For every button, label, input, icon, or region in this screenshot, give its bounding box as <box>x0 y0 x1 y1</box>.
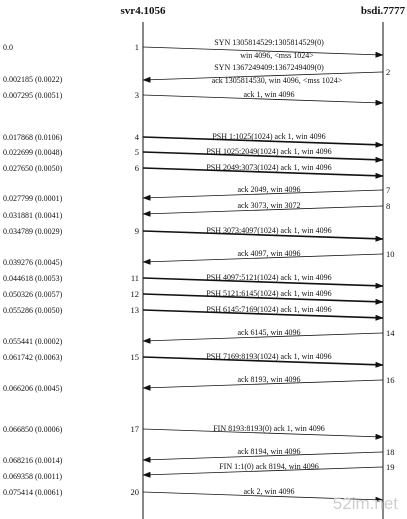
timestamp-label: 0.075414 (0.0061) <box>3 488 63 497</box>
segment-number: 18 <box>386 447 395 457</box>
segment-number: 16 <box>386 375 395 385</box>
timestamp-label: 0.055441 (0.0002) <box>3 337 63 346</box>
segment-number: 10 <box>386 249 395 259</box>
segment-number: 13 <box>130 305 139 315</box>
segment-label: PSH 3073:4097(1024) ack 1, win 4096 <box>206 226 332 235</box>
segment-label: PSH 1025:2049(1024) ack 1, win 4096 <box>206 147 332 156</box>
timestamp-label: 0.002185 (0.0022) <box>3 75 63 84</box>
timestamp-label: 0.055286 (0.0050) <box>3 306 63 315</box>
segment-number: 15 <box>130 352 139 362</box>
segment-label: ack 2049, win 4096 <box>237 185 301 194</box>
segment-number: 4 <box>134 132 139 142</box>
left-host-label: svr4.1056 <box>120 5 166 17</box>
timestamp-label: 0.039276 (0.0045) <box>3 258 63 267</box>
right-host-label: bsdi.7777 <box>360 5 406 17</box>
segment-label: PSH 1:1025(1024) ack 1, win 4096 <box>212 132 326 141</box>
segment-label: ack 8194, win 4096 <box>237 447 301 456</box>
segment-number: 12 <box>130 289 139 299</box>
watermark-text: 52im.net <box>332 494 398 513</box>
segment-label: PSH 4097:5121(1024) ack 1, win 4096 <box>206 273 332 282</box>
segment-number: 20 <box>130 487 139 497</box>
segment-label: SYN 1367249409:1367249409(0) <box>214 63 324 72</box>
segment-label: FIN 1:1(0) ack 8194, win 4096 <box>219 462 319 471</box>
timestamp-label: 0.022699 (0.0048) <box>3 148 63 157</box>
segment-number: 7 <box>386 185 391 195</box>
timestamp-label: 0.007295 (0.0051) <box>3 91 63 100</box>
segment-number: 9 <box>134 226 139 236</box>
segment-number: 5 <box>134 147 139 157</box>
segment-label: ack 2, win 4096 <box>243 487 295 496</box>
segment-number: 6 <box>134 163 139 173</box>
segment-label: PSH 7169:8193(1024) ack 1, win 4096 <box>206 352 332 361</box>
segment-label: PSH 2049:3073(1024) ack 1, win 4096 <box>206 163 332 172</box>
segment-label: ack 3073, win 3072 <box>237 201 301 210</box>
segment-label: win 4096, <mss 1024> <box>240 51 314 60</box>
timestamp-label: 0.044618 (0.0053) <box>3 274 63 283</box>
segment-number: 19 <box>386 462 395 472</box>
segment-label: PSH 6145:7169(1024) ack 1, win 4096 <box>206 305 332 314</box>
timestamp-label: 0.050326 (0.0057) <box>3 290 63 299</box>
timestamp-label: 0.027650 (0.0050) <box>3 164 63 173</box>
timestamp-label: 0.061742 (0.0063) <box>3 353 63 362</box>
timestamp-label: 0.0 <box>3 43 13 52</box>
timestamp-label: 0.027799 (0.0001) <box>3 194 63 203</box>
timestamp-label: 0.068216 (0.0014) <box>3 456 63 465</box>
segment-number: 14 <box>386 328 395 338</box>
timestamp-label: 0.034789 (0.0029) <box>3 227 63 236</box>
timestamp-label: 0.066850 (0.0006) <box>3 425 63 434</box>
timestamp-label: 0.066206 (0.0045) <box>3 384 63 393</box>
segment-label: PSH 5121:6145(1024) ack 1, win 4096 <box>206 289 332 298</box>
segment-label: SYN 1305814529:1305814529(0) <box>214 38 324 47</box>
segment-number: 8 <box>386 201 391 211</box>
segment-number: 17 <box>130 424 139 434</box>
segment-label: ack 4097, win 4096 <box>237 249 301 258</box>
segment-number: 1 <box>134 42 139 52</box>
segment-number: 3 <box>134 90 139 100</box>
segment-number: 2 <box>386 67 391 77</box>
timestamp-label: 0.031881 (0.0041) <box>3 211 63 220</box>
timestamp-label: 0.017868 (0.0106) <box>3 133 63 142</box>
segment-rows <box>3 38 395 500</box>
segment-label: ack 6145, win 4096 <box>237 328 301 337</box>
segment-label: ack 1, win 4096 <box>243 90 295 99</box>
segment-label: ack 1305814530, win 4096, <mss 1024> <box>211 76 343 85</box>
segment-label: ack 8193, win 4096 <box>237 375 301 384</box>
segment-number: 11 <box>130 273 139 283</box>
timestamp-label: 0.069358 (0.0011) <box>3 472 63 481</box>
segment-label: FIN 8193:8193(0) ack 1, win 4096 <box>213 424 325 433</box>
